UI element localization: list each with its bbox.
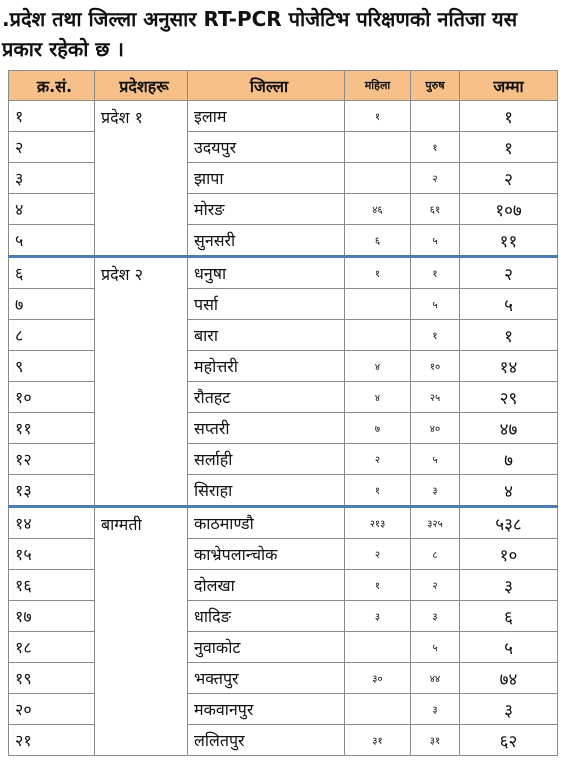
cell-sn: २ — [9, 132, 95, 163]
cell-female: ४ — [345, 351, 411, 382]
header-male: पुरुष — [411, 71, 460, 101]
cell-male: ३२५ — [411, 507, 460, 539]
table-row — [9, 225, 558, 257]
cell-district: सिराहा — [188, 475, 345, 507]
cell-total: २ — [460, 257, 558, 289]
cell-male: ३ — [411, 694, 460, 725]
table-row — [9, 351, 558, 382]
cell-female: १ — [345, 570, 411, 601]
cell-total: १ — [460, 132, 558, 163]
cell-male: १ — [411, 132, 460, 163]
cell-district: पर्सा — [188, 289, 345, 320]
cell-male: ८ — [411, 539, 460, 570]
cell-sn: १७ — [9, 601, 95, 632]
cell-female: ३१ — [345, 725, 411, 756]
cell-district: सर्लाही — [188, 444, 345, 475]
cell-female: ६ — [345, 225, 411, 257]
cell-sn: ११ — [9, 413, 95, 444]
cell-district: ललितपुर — [188, 725, 345, 756]
table-row — [9, 694, 558, 725]
cell-district: बारा — [188, 320, 345, 351]
cell-sn: १२ — [9, 444, 95, 475]
cell-sn: १६ — [9, 570, 95, 601]
cell-total: ३ — [460, 694, 558, 725]
cell-total: ६२ — [460, 725, 558, 756]
table-body — [9, 101, 558, 756]
table-row — [9, 289, 558, 320]
header-province: प्रदेशहरू — [95, 71, 188, 101]
table-row — [9, 663, 558, 694]
table-row — [9, 725, 558, 756]
cell-male: १ — [411, 320, 460, 351]
table-row — [9, 539, 558, 570]
cell-male: ५ — [411, 289, 460, 320]
cell-district: भक्तपुर — [188, 663, 345, 694]
cell-female — [345, 694, 411, 725]
cell-district: काठमाण्डौ — [188, 507, 345, 539]
cell-total: ५३८ — [460, 507, 558, 539]
cell-sn: १३ — [9, 475, 95, 507]
cell-sn: १५ — [9, 539, 95, 570]
cell-female: २१३ — [345, 507, 411, 539]
cell-total: १४ — [460, 351, 558, 382]
covid-district-table — [8, 70, 558, 756]
cell-male: १० — [411, 351, 460, 382]
cell-total: ७४ — [460, 663, 558, 694]
cell-sn: ५ — [9, 225, 95, 257]
cell-total: ११ — [460, 225, 558, 257]
cell-district: महोत्तरी — [188, 351, 345, 382]
cell-female: ४ — [345, 382, 411, 413]
table-row — [9, 320, 558, 351]
cell-sn: ८ — [9, 320, 95, 351]
table-row — [9, 194, 558, 225]
cell-sn: ३ — [9, 163, 95, 194]
cell-total: १० — [460, 539, 558, 570]
cell-total: १ — [460, 101, 558, 132]
cell-male: ४० — [411, 413, 460, 444]
cell-sn: २१ — [9, 725, 95, 756]
table-row — [9, 601, 558, 632]
cell-female — [345, 289, 411, 320]
cell-district: सुनसरी — [188, 225, 345, 257]
cell-province: बाग्मती — [95, 507, 188, 756]
cell-total: १ — [460, 320, 558, 351]
cell-total: ५ — [460, 632, 558, 663]
cell-district: दोलखा — [188, 570, 345, 601]
cell-female: १ — [345, 257, 411, 289]
cell-male: ५ — [411, 632, 460, 663]
cell-female: ३ — [345, 601, 411, 632]
cell-district: धनुषा — [188, 257, 345, 289]
cell-district: रौतहट — [188, 382, 345, 413]
header-sn: क्र.सं. — [9, 71, 95, 101]
cell-total: २ — [460, 163, 558, 194]
cell-total: ७ — [460, 444, 558, 475]
cell-sn: १८ — [9, 632, 95, 663]
cell-total: २९ — [460, 382, 558, 413]
cell-district: मकवानपुर — [188, 694, 345, 725]
table-header-row — [9, 71, 558, 101]
table-row — [9, 163, 558, 194]
cell-total: १०७ — [460, 194, 558, 225]
cell-female: २ — [345, 444, 411, 475]
cell-district: मोरङ — [188, 194, 345, 225]
cell-male: ५ — [411, 444, 460, 475]
table-row — [9, 101, 558, 132]
cell-male — [411, 101, 460, 132]
cell-female: १ — [345, 475, 411, 507]
cell-male: ३ — [411, 475, 460, 507]
cell-female — [345, 163, 411, 194]
header-total: जम्मा — [460, 71, 558, 101]
cell-district: काभ्रेपलान्चोक — [188, 539, 345, 570]
cell-district: धादिङ — [188, 601, 345, 632]
cell-sn: १० — [9, 382, 95, 413]
cell-district: झापा — [188, 163, 345, 194]
table-row — [9, 444, 558, 475]
cell-female: ३० — [345, 663, 411, 694]
cell-female — [345, 132, 411, 163]
table-row — [9, 413, 558, 444]
cell-sn: ६ — [9, 257, 95, 289]
cell-male: २ — [411, 163, 460, 194]
cell-province: प्रदेश १ — [95, 101, 188, 257]
cell-sn: ४ — [9, 194, 95, 225]
cell-male: २ — [411, 570, 460, 601]
cell-male: १ — [411, 257, 460, 289]
cell-sn: १ — [9, 101, 95, 132]
header-district: जिल्ला — [188, 71, 345, 101]
cell-total: ६ — [460, 601, 558, 632]
cell-district: उदयपुर — [188, 132, 345, 163]
table-row — [9, 382, 558, 413]
header-female: महिला — [345, 71, 411, 101]
cell-district: नुवाकोट — [188, 632, 345, 663]
cell-sn: २० — [9, 694, 95, 725]
cell-female — [345, 320, 411, 351]
table-row — [9, 570, 558, 601]
page-heading: .प्रदेश तथा जिल्ला अनुसार RT-PCR पोजेटिभ परिक्षणको नतिजा यस प्रकार रहेको छ । — [2, 7, 518, 61]
table-row — [9, 132, 558, 163]
cell-male: २५ — [411, 382, 460, 413]
cell-male: ६१ — [411, 194, 460, 225]
cell-total: ४ — [460, 475, 558, 507]
cell-total: ३ — [460, 570, 558, 601]
cell-district: सप्तरी — [188, 413, 345, 444]
cell-district: इलाम — [188, 101, 345, 132]
table-row — [9, 632, 558, 663]
cell-sn: १४ — [9, 507, 95, 539]
table-row — [9, 507, 558, 539]
table-row — [9, 257, 558, 289]
cell-sn: १९ — [9, 663, 95, 694]
cell-sn: ९ — [9, 351, 95, 382]
cell-male: ४४ — [411, 663, 460, 694]
cell-male: ५ — [411, 225, 460, 257]
cell-sn: ७ — [9, 289, 95, 320]
table-row — [9, 475, 558, 507]
cell-male: ३ — [411, 601, 460, 632]
cell-female: २ — [345, 539, 411, 570]
cell-female — [345, 632, 411, 663]
cell-female: ४६ — [345, 194, 411, 225]
cell-total: ५ — [460, 289, 558, 320]
cell-male: ३१ — [411, 725, 460, 756]
cell-female: ७ — [345, 413, 411, 444]
cell-total: ४७ — [460, 413, 558, 444]
cell-female: १ — [345, 101, 411, 132]
cell-province: प्रदेश २ — [95, 257, 188, 507]
